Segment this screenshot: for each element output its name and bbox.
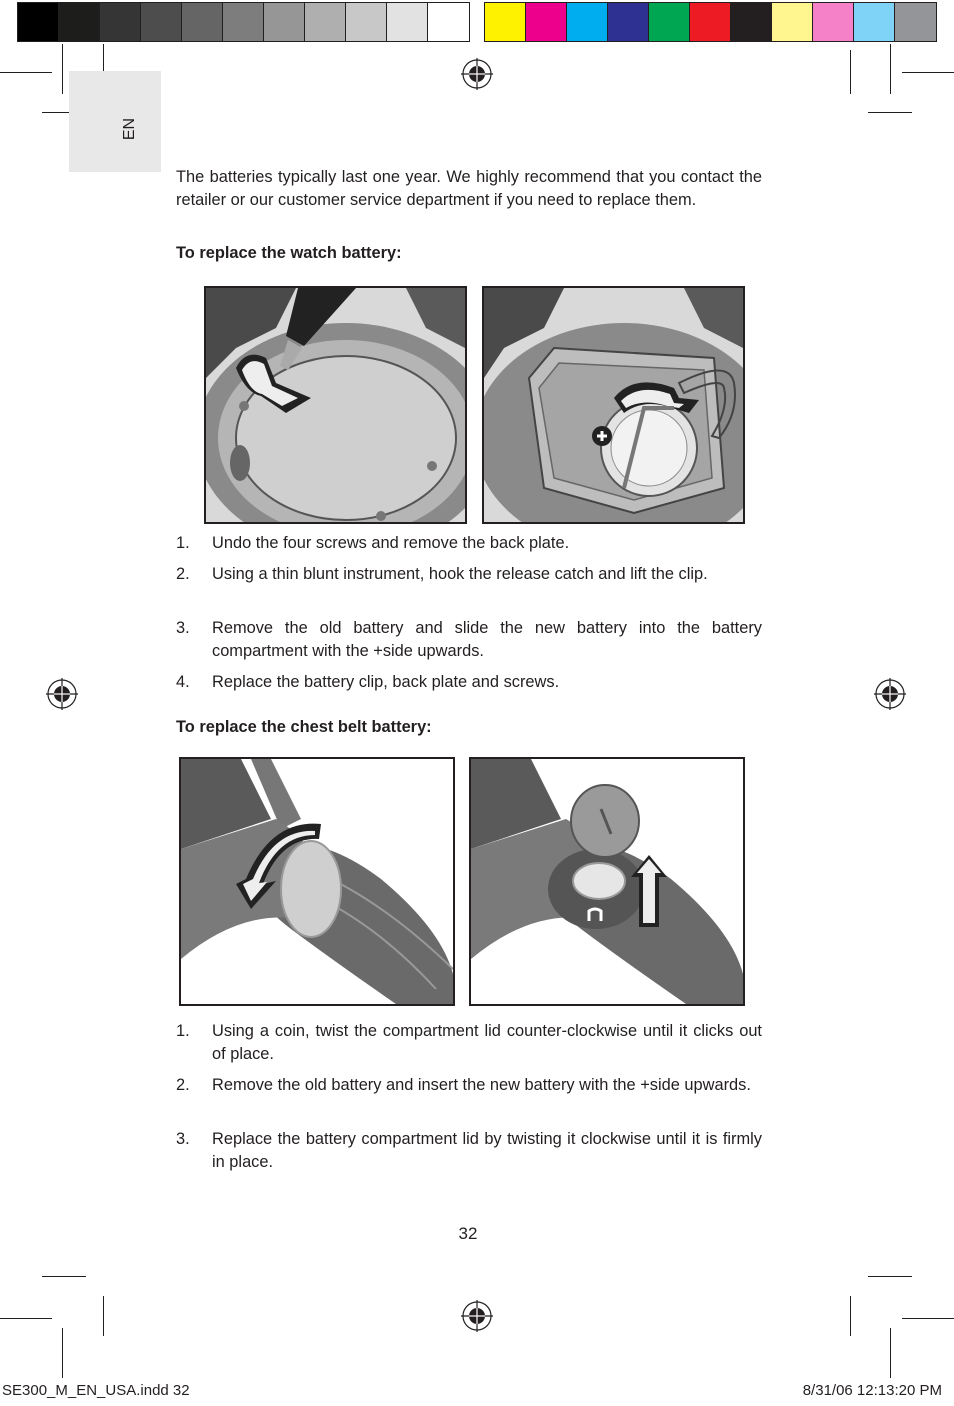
step-text: Undo the four screws and remove the back plate. bbox=[212, 534, 570, 552]
gray-swatch bbox=[182, 3, 223, 41]
intro-paragraph: The batteries typically last one year. We highly recommend that you contact the retailer or our customer service department if you need to replace them. bbox=[176, 168, 762, 209]
step-text: Using a coin, twist the compartment lid counter-clockwise until it clicks out of place. bbox=[212, 1022, 762, 1063]
step-number: 3. bbox=[176, 1130, 190, 1148]
gray-swatch bbox=[305, 3, 346, 41]
color-swatch bbox=[608, 3, 649, 41]
color-swatch bbox=[526, 3, 567, 41]
gray-swatch bbox=[141, 3, 182, 41]
registration-mark-bottom bbox=[461, 1300, 493, 1332]
gray-swatch bbox=[264, 3, 305, 41]
color-swatch bbox=[567, 3, 608, 41]
step-number: 3. bbox=[176, 619, 190, 637]
step-number: 1. bbox=[176, 1022, 190, 1040]
step-number: 4. bbox=[176, 673, 190, 691]
step-number: 2. bbox=[176, 1076, 190, 1094]
gray-swatch bbox=[223, 3, 264, 41]
chest-belt-battery-figure bbox=[469, 757, 745, 1006]
color-swatch bbox=[772, 3, 813, 41]
step-text: Remove the old battery and slide the new battery into the battery compartment with the +side upwards. bbox=[212, 619, 762, 660]
color-swatch bbox=[731, 3, 772, 41]
gray-swatch bbox=[428, 3, 469, 41]
color-swatch bbox=[854, 3, 895, 41]
gray-swatch bbox=[100, 3, 141, 41]
gray-swatch bbox=[18, 3, 59, 41]
step-text: Replace the battery clip, back plate and screws. bbox=[212, 673, 560, 691]
step-text: Replace the battery compartment lid by twisting it clockwise until it is firmly in place. bbox=[212, 1130, 762, 1171]
registration-mark-top bbox=[461, 58, 493, 90]
watch-battery-heading: To replace the watch battery: bbox=[176, 244, 402, 262]
color-swatch bbox=[690, 3, 731, 41]
chest-belt-lid-figure bbox=[179, 757, 455, 1006]
registration-mark-right bbox=[874, 678, 906, 710]
step-text: Using a thin blunt instrument, hook the release catch and lift the clip. bbox=[212, 565, 708, 583]
slug-filename: SE300_M_EN_USA.indd 32 bbox=[2, 1382, 190, 1399]
color-swatch bbox=[813, 3, 854, 41]
slug-timestamp: 8/31/06 12:13:20 PM bbox=[802, 1382, 942, 1399]
color-swatch bbox=[649, 3, 690, 41]
gray-swatch bbox=[346, 3, 387, 41]
step-number: 2. bbox=[176, 565, 190, 583]
step-number: 1. bbox=[176, 534, 190, 552]
step-text: Remove the old battery and insert the new battery with the +side upwards. bbox=[212, 1076, 751, 1094]
watch-backplate-figure bbox=[204, 286, 467, 524]
color-swatch bbox=[895, 3, 936, 41]
color-swatch bbox=[485, 3, 526, 41]
language-tab bbox=[69, 71, 161, 172]
chest-belt-battery-heading: To replace the chest belt battery: bbox=[176, 718, 432, 736]
registration-mark-left bbox=[46, 678, 78, 710]
gray-swatch bbox=[59, 3, 100, 41]
gray-swatch bbox=[387, 3, 428, 41]
language-tab-label: EN bbox=[121, 117, 138, 141]
page-number: 32 bbox=[458, 1224, 478, 1243]
watch-battery-compartment-figure bbox=[482, 286, 745, 524]
